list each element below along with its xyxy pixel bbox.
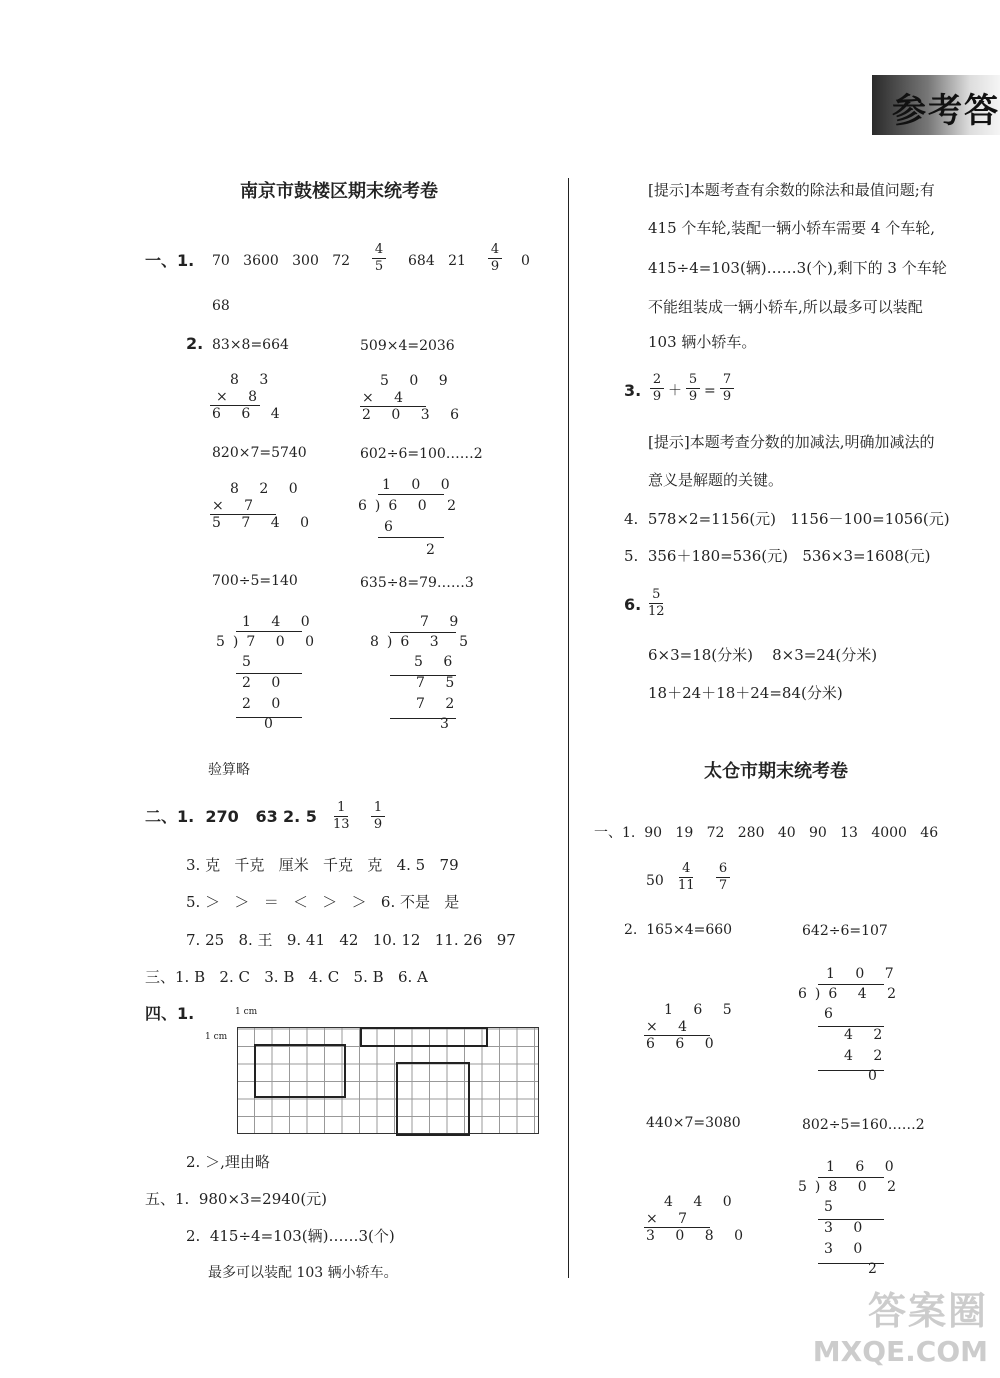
tc-q1b: 50 xyxy=(646,873,664,889)
calc-line xyxy=(360,406,426,407)
calc-line xyxy=(818,1263,884,1264)
equation: 83×8=664 xyxy=(212,337,289,353)
section2-q1: 二、1. 270 63 xyxy=(145,807,278,826)
section5-q2-answer: 最多可以装配 103 辆小轿车。 xyxy=(208,1265,398,1281)
q6-work: 18＋24＋18＋24=84(分米) xyxy=(648,684,843,702)
fraction: 4 9 xyxy=(488,243,502,274)
watermark-logo: 答案圈 xyxy=(867,1289,988,1333)
calc-line xyxy=(818,1177,884,1178)
check-note: 验算略 xyxy=(208,762,250,778)
section5-q1: 五、1. 980×3=2940(元) xyxy=(145,1190,328,1208)
q1-label: 一、1. xyxy=(145,251,195,270)
hint-line: 不能组装成一辆小轿车,所以最多可以装配 xyxy=(648,298,923,316)
hint-line: 415÷4=103(辆)……3(个),剩下的 3 个车轮 xyxy=(648,259,947,277)
section-title-taicang: 太仓市期末统考卷 xyxy=(704,761,848,782)
grid-scale-left: 1 cm xyxy=(205,1032,228,1042)
tc-q2b: 642÷6=107 xyxy=(802,923,888,939)
fraction: 5 9 xyxy=(686,373,700,404)
tc-q3b: 802÷5=160……2 xyxy=(802,1117,925,1133)
equation: 509×4=2036 xyxy=(360,338,455,354)
calc-line xyxy=(378,537,444,538)
long-division: 1 0 7 6)6 4 2 6 4 2 4 2 0 xyxy=(798,966,904,1084)
calc-line xyxy=(818,1026,884,1027)
fraction: 2 9 xyxy=(650,373,664,404)
hint-line: [提示]本题考查有余数的除法和最值问题;有 xyxy=(648,181,935,199)
q4: 4. 578×2=1156(元) 1156－100=1056(元) xyxy=(624,510,950,528)
long-division: 1 0 0 6)6 0 2 6 2 xyxy=(358,477,464,558)
drawn-rectangle xyxy=(396,1062,470,1136)
section3: 三、1. B 2. C 3. B 4. C 5. B 6. A xyxy=(145,968,428,986)
calc-line xyxy=(378,494,444,495)
watermark xyxy=(813,1280,988,1368)
calc-line xyxy=(236,631,302,632)
fraction: 6 7 xyxy=(716,862,730,893)
q3-label: 3. xyxy=(624,381,642,400)
hint-line: 415 个车轮,装配一辆小轿车需要 4 个车轮, xyxy=(648,219,936,237)
q1-answers-3: 0 xyxy=(521,253,530,269)
tc-q1: 一、1. 90 19 72 280 40 90 13 4000 46 xyxy=(594,825,939,841)
column-divider xyxy=(568,178,569,1278)
long-division: 1 4 0 5)7 0 0 5 2 0 2 0 0 xyxy=(216,614,322,732)
drawn-rectangle xyxy=(360,1027,488,1047)
banner-text: 参考答 xyxy=(892,91,1000,131)
equation: 635÷8=79……3 xyxy=(360,575,474,591)
calc-line xyxy=(210,514,276,515)
q1-answers: 70 3600 300 72 xyxy=(212,253,351,269)
long-division: 1 6 0 5)8 0 2 5 3 0 3 0 2 xyxy=(798,1159,904,1277)
section4-q1: 四、1. xyxy=(145,1004,195,1023)
hint-line: 103 辆小轿车。 xyxy=(648,333,757,351)
calc-line xyxy=(644,1035,710,1036)
tc-q2: 2. 165×4=660 xyxy=(624,922,733,938)
vertical-calc: 8 3 × 8 6 6 4 xyxy=(212,372,288,422)
equation: 820×7=5740 xyxy=(212,445,307,461)
fraction: 1 13 xyxy=(333,800,350,832)
equation: 700÷5=140 xyxy=(212,573,298,589)
section-title-gulou: 南京市鼓楼区期末统考卷 xyxy=(240,181,438,202)
vertical-calc: 4 4 0 × 7 3 0 8 0 xyxy=(646,1194,751,1244)
q1-answers-4: 68 xyxy=(212,298,230,314)
calc-line xyxy=(390,632,456,633)
long-division: 7 9 8)6 3 5 5 6 7 5 7 2 3 xyxy=(370,614,476,732)
section2-q5: 5. ＞ ＞ ＝ ＜ ＞ ＞ 6. 不是 是 xyxy=(186,893,460,911)
vertical-calc: 8 2 0 × 7 5 7 4 0 xyxy=(212,481,317,531)
vertical-calc: 5 0 9 × 4 2 0 3 6 xyxy=(362,373,467,423)
calc-line xyxy=(390,718,456,719)
answer-banner xyxy=(872,75,1000,135)
fraction: 5 12 xyxy=(648,587,665,619)
equation: 602÷6=100……2 xyxy=(360,446,483,462)
hint-line: [提示]本题考查分数的加减法,明确加减法的 xyxy=(648,433,935,451)
fraction: 7 9 xyxy=(720,373,734,404)
calc-line xyxy=(210,405,260,406)
q6-work: 6×3=18(分米) 8×3=24(分米) xyxy=(648,646,878,664)
section5-q2: 2. 415÷4=103(辆)……3(个) xyxy=(186,1227,395,1245)
calc-line xyxy=(236,717,302,718)
fraction: 4 11 xyxy=(678,861,695,893)
section2-q3: 3. 克 千克 厘米 千克 克 4. 5 79 xyxy=(186,856,459,874)
vertical-calc: 1 6 5 × 4 6 6 0 xyxy=(646,1002,740,1052)
q1-answers-2: 684 21 xyxy=(408,253,466,269)
watermark-url: MXQE.COM xyxy=(812,1335,988,1368)
section2-q7: 7. 25 8. 王 9. 41 42 10. 12 11. 26 97 xyxy=(186,931,516,949)
grid-scale-top: 1 cm xyxy=(235,1007,258,1017)
q5: 5. 356＋180=536(元) 536×3=1608(元) xyxy=(624,547,931,565)
calc-line xyxy=(818,1070,884,1071)
tc-q3: 440×7=3080 xyxy=(646,1115,741,1131)
fraction: 4 5 xyxy=(372,243,386,274)
calc-line xyxy=(818,984,884,985)
fraction: 1 9 xyxy=(371,801,385,832)
calc-line xyxy=(390,675,456,676)
calc-line xyxy=(644,1227,710,1228)
calc-line xyxy=(236,673,302,674)
section4-q2: 2. ＞,理由略 xyxy=(186,1153,270,1171)
calc-line xyxy=(818,1219,884,1220)
section2-q2: 2. 5 xyxy=(283,807,317,826)
equals-sign: = xyxy=(704,383,716,399)
plus-sign: ＋ xyxy=(668,383,682,399)
hint-line: 意义是解题的关键。 xyxy=(648,471,784,489)
drawn-rectangle xyxy=(254,1044,346,1098)
q2-label: 2. xyxy=(186,334,204,353)
q6-label: 6. xyxy=(624,595,642,614)
